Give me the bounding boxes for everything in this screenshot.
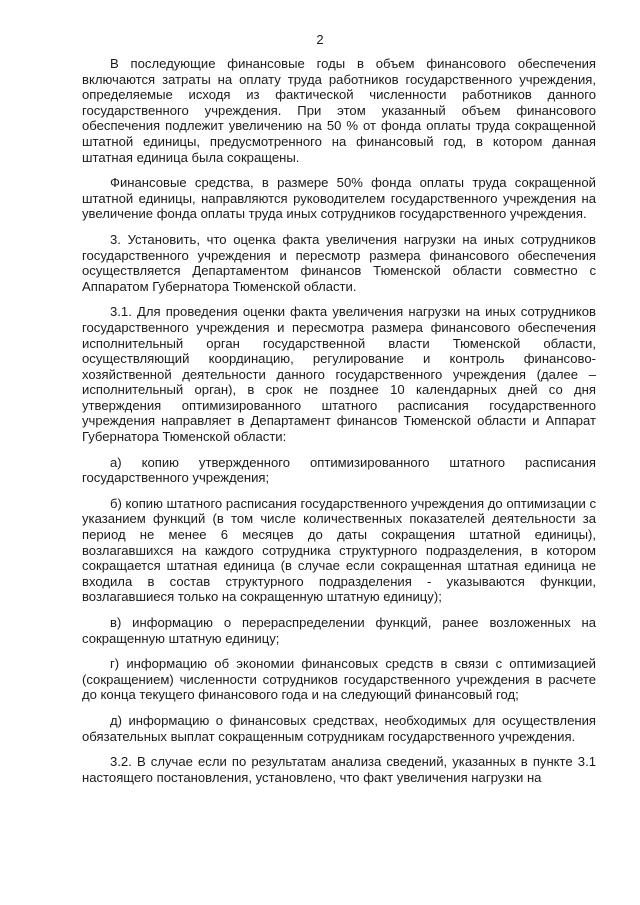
paragraph-subitem-v: в) информацию о перераспределении функций, ранее возложенных на сокращенную штатную единицу; xyxy=(82,615,596,646)
paragraph-financing-next-years: В последующие финансовые годы в объем финансового обеспечения включаются затраты на оплату труда работников государственного учреждения, определяемые исходя из фактической численности работников данного государственного учреждения. При этом указанный объем финансового обеспечения подлежит увеличению на 50 % от фонда оплаты труда сокращенной штатной единицы, предусмотренного на финансовый год, в котором данная штатная единица была сокращены. xyxy=(82,56,596,165)
paragraph-item-3: 3. Установить, что оценка факта увеличения нагрузки на иных сотрудников государственного учреждения и пересмотр размера финансового обеспечения осуществляется Департаментом финансов Тюменской области совместно с Аппаратом Губернатора Тюменской области. xyxy=(82,231,596,294)
document-body xyxy=(82,56,596,795)
paragraph-subitem-g: г) информацию об экономии финансовых средств в связи с оптимизацией (сокращением) численности сотрудников государственного учреждения в расчете до конца текущего финансового года и на следующий финансовый год; xyxy=(82,656,596,703)
paragraph-subitem-a: а) копию утвержденного оптимизированного штатного расписания государственного учреждения; xyxy=(82,454,596,486)
paragraph-item-3-1: 3.1. Для проведения оценки факта увеличения нагрузки на иных сотрудников государственного учреждения и пересмотра размера финансового обеспечения исполнительный орган государственной власти Тюменской области, осуществляющий координацию, регулирование и контроль финансово-хозяйственной деятельности данного государственного учреждения (далее – исполнительный орган), в срок не позднее 10 календарных дней со дня утверждения оптимизированного штатного расписания государственного учреждения направляет в Департамент финансов Тюменской области и Аппарат Губернатора Тюменской области: xyxy=(82,304,596,445)
page-number: 2 xyxy=(316,32,324,47)
paragraph-subitem-b: б) копию штатного расписания государственного учреждения до оптимизации с указанием функций (в том числе количественных показателей деятельности за период не менее 6 месяцев до даты сокращения штатной единицы), возлагавшихся на каждого сотрудника структурного подразделения, в котором сокращается штатная единица (в случае если сокращенная штатная единица не входила в состав структурного подразделения - указываются функции, возлагавшиеся только на сокращенную штатную единицу); xyxy=(82,495,596,605)
paragraph-subitem-d: д) информацию о финансовых средствах, необходимых для осуществления обязательных выплат сокращенным сотрудникам государственного учреждения. xyxy=(82,712,596,744)
paragraph-item-3-2: 3.2. В случае если по результатам анализа сведений, указанных в пункте 3.1 настоящего постановления, установлено, что факт увеличения нагрузки на xyxy=(82,754,596,785)
paragraph-funds-allocation: Финансовые средства, в размере 50% фонда оплаты труда сокращенной штатной единицы, направляются руководителем государственного учреждения на увеличение фонда оплаты труда иных сотрудников государственного учреждения. xyxy=(82,175,596,222)
